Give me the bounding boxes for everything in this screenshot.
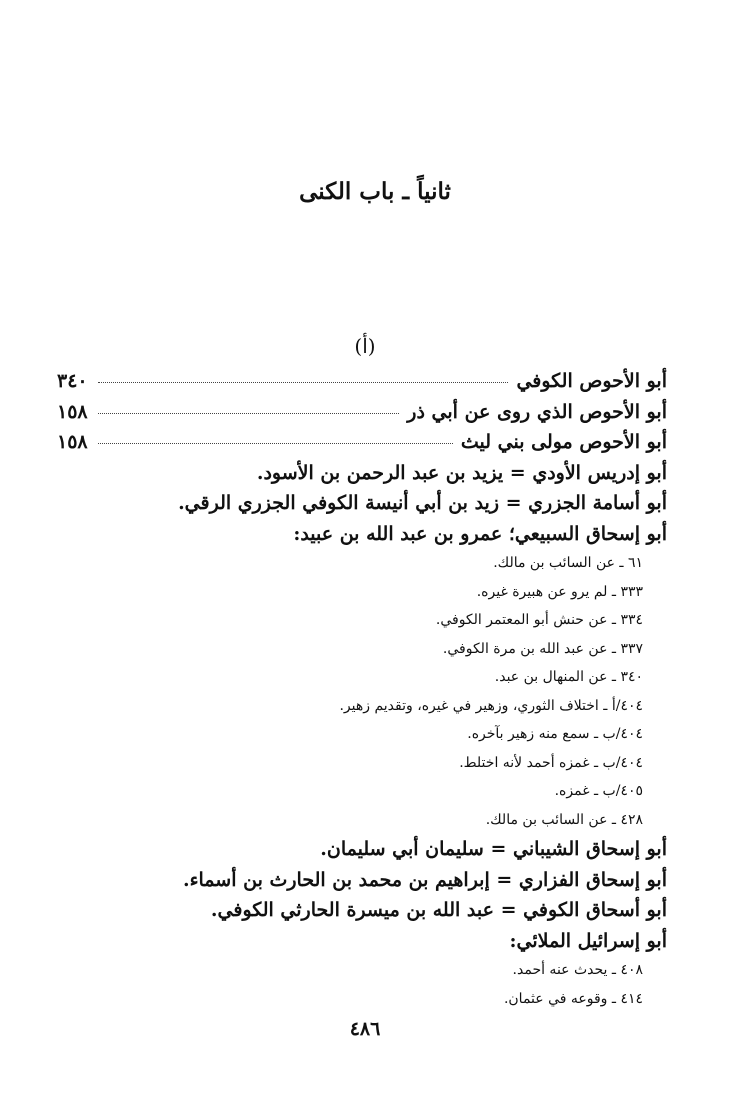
index-entry: أبو إسحاق السبيعي؛ عمرو بن عبد الله بن عبيد: — [293, 522, 667, 545]
sub-entry: ٣٣٤ ـ عن حنش أبو المعتمر الكوفي. — [435, 612, 643, 628]
sub-entry: ٣٣٧ ـ عن عبد الله بن مرة الكوفي. — [442, 640, 643, 657]
entry-page-ref: ٣٤٠ — [57, 370, 88, 392]
index-entry: أبو إسرائيل الملائي: — [509, 929, 667, 952]
page-title: ثانياً ـ باب الكنى — [299, 178, 451, 205]
sub-entry: ٤٠٤/ب ـ غمزه أحمد لأنه اختلط. — [459, 754, 643, 771]
sub-entry: ٤٢٨ ـ عن السائب بن مالك. — [485, 811, 643, 828]
index-entry: أبو أسحاق الكوفي = عبد الله بن ميسرة الحارثي الكوفي. — [210, 899, 667, 921]
sub-entry: ٤٠٤/ب ـ سمع منه زهير بآخره. — [467, 726, 643, 742]
entry-text: أبو الأحوص الذي روى عن أبي ذر — [407, 400, 667, 423]
index-entry: أبو أسامة الجزري = زيد بن أبي أنيسة الكوفي الجزري الرقي. — [178, 492, 667, 514]
sub-entry: ٣٤٠ ـ عن المنهال بن عبد. — [494, 669, 643, 685]
dot-leader — [98, 382, 509, 383]
entry-page-ref: ١٥٨ — [57, 400, 88, 423]
index-entry: أبو إدريس الأودي = يزيد بن عبد الرحمن بن الأسود. — [256, 461, 667, 484]
entry-page-ref: ١٥٨ — [57, 431, 88, 453]
sub-entry: ٤٠٤/أ ـ اختلاف الثوري، وزهير في غيره، وتقديم زهير. — [339, 697, 643, 714]
entry-text: أبو الأحوص مولى بني ليث — [460, 431, 667, 453]
dot-leader — [98, 413, 400, 414]
index-entry — [57, 397, 667, 428]
index-entry — [57, 366, 667, 397]
index-entry — [57, 427, 667, 458]
section-heading: (أ) — [354, 334, 376, 358]
sub-entry: ٤٠٨ ـ يحدث عنه أحمد. — [512, 962, 643, 978]
index-entry: أبو إسحاق الشيباني = سليمان أبي سليمان. — [320, 838, 667, 860]
dot-leader — [98, 443, 453, 444]
index-entries — [57, 366, 667, 1013]
entry-text: أبو الأحوص الكوفي — [516, 370, 667, 392]
sub-entry: ٤٠٥/ب ـ غمزه. — [554, 783, 643, 799]
sub-entry: ٤١٤ ـ وقوعه في عثمان. — [503, 990, 643, 1007]
page-number: ٤٨٦ — [349, 1018, 381, 1040]
sub-entry: ٦١ ـ عن السائب بن مالك. — [493, 555, 643, 571]
sub-entry: ٣٣٣ ـ لم يرو عن هبيرة غيره. — [476, 583, 643, 600]
index-entry: أبو إسحاق الفزاري = إبراهيم بن محمد بن الحارث بن أسماء. — [182, 868, 667, 891]
